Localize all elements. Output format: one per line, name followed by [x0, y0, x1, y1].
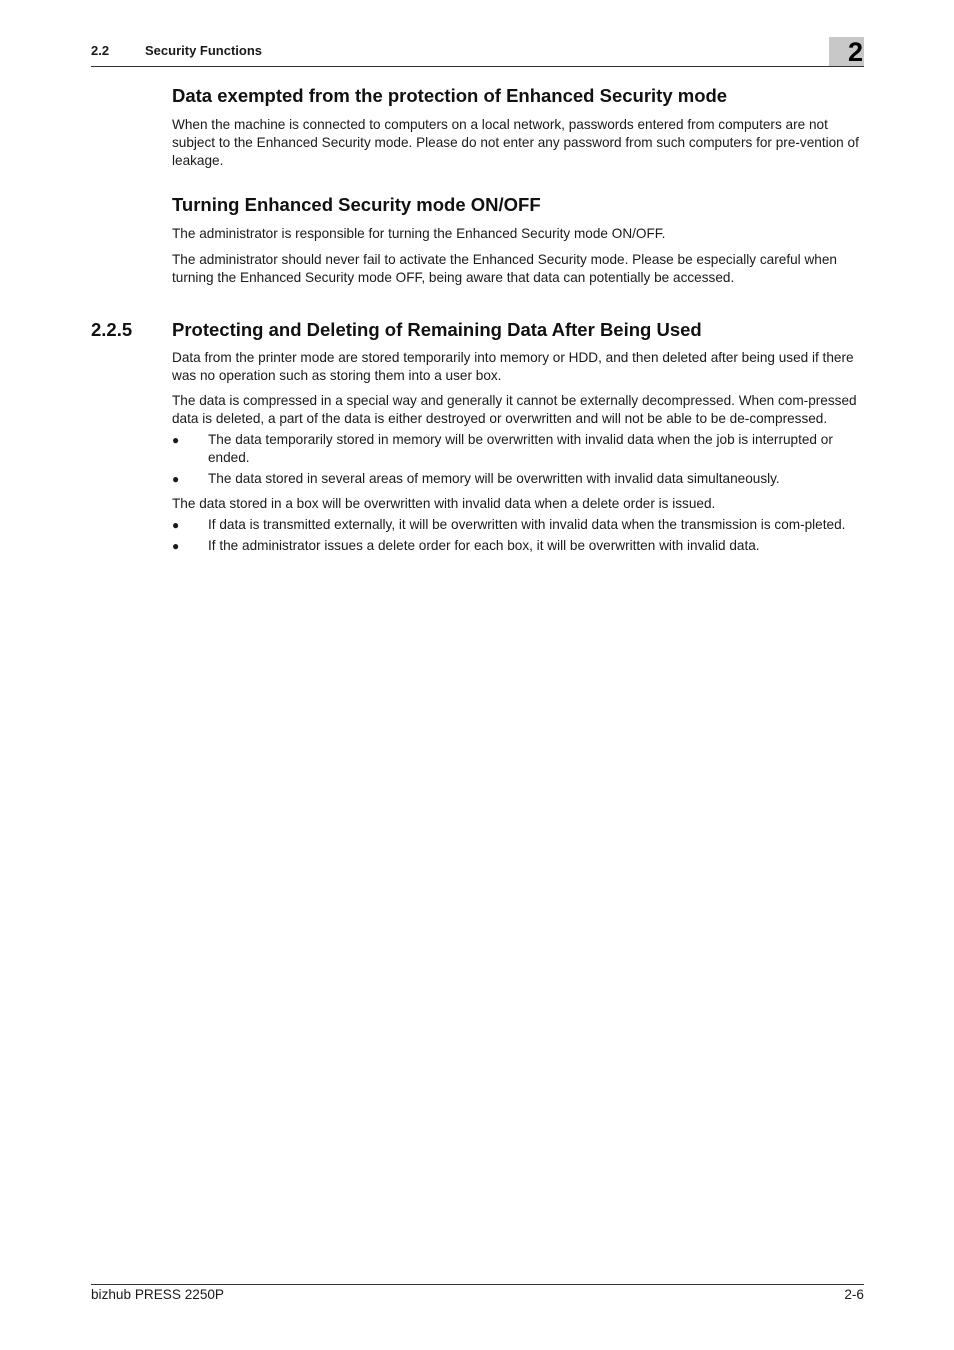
page-footer	[91, 1284, 864, 1305]
header-section-title: Security Functions	[145, 43, 263, 58]
section-title: Protecting and Deleting of Remaining Data After Being Used	[172, 319, 702, 340]
content-section-2-2-5	[172, 349, 864, 555]
list-item-text: The data stored in several areas of memory will be overwritten with invalid data simultaneously.	[208, 471, 780, 486]
list-item	[172, 537, 864, 555]
paragraph-compressed: The data is compressed in a special way and generally it cannot be externally decompressed. When com-pressed data is deleted, a part of the data is either destroyed or overwritten and will not be able to be de-compressed.	[172, 393, 857, 426]
list-item-text: The data temporarily stored in memory will be overwritten with invalid data when the job is interrupted or ended.	[208, 432, 833, 465]
page-header	[91, 40, 864, 67]
heading-turning-mode: Turning Enhanced Security mode ON/OFF	[172, 194, 541, 215]
paragraph-box-data: The data stored in a box will be overwritten with invalid data when a delete order is issued.	[172, 496, 716, 511]
chapter-number-badge: 2	[829, 37, 864, 66]
paragraph-exempted: When the machine is connected to computers on a local network, passwords entered from computers are not subject to the Enhanced Security mode. Please do not enter any password from such computers for pre-vention of leakage.	[172, 117, 859, 168]
bullet-list-memory	[172, 431, 864, 488]
list-item	[172, 431, 864, 467]
footer-model-name: bizhub PRESS 2250P	[91, 1287, 225, 1302]
bullet-list-box	[172, 516, 864, 555]
paragraph-admin-responsible: The administrator is responsible for turning the Enhanced Security mode ON/OFF.	[172, 226, 666, 241]
bullet-icon: ●	[172, 472, 180, 486]
heading-data-exempted: Data exempted from the protection of Enhanced Security mode	[172, 85, 728, 106]
list-item-text: If the administrator issues a delete order for each box, it will be overwritten with invalid data.	[208, 538, 760, 553]
section-number: 2.2.5	[91, 319, 133, 340]
bullet-icon: ●	[172, 539, 180, 553]
bullet-icon: ●	[172, 433, 180, 447]
content-upper	[172, 84, 864, 287]
header-section-number: 2.2	[91, 43, 110, 58]
list-item	[172, 470, 864, 488]
paragraph-printer-mode: Data from the printer mode are stored temporarily into memory or HDD, and then deleted after being used if there was no operation such as storing them into a user box.	[172, 350, 854, 383]
bullet-icon: ●	[172, 518, 180, 532]
list-item-text: If data is transmitted externally, it will be overwritten with invalid data when the transmission is com-pleted.	[208, 517, 846, 532]
footer-page-number: 2-6	[844, 1287, 864, 1302]
paragraph-admin-never-fail: The administrator should never fail to activate the Enhanced Security mode. Please be especially careful when turning the Enhanced Security mode OFF, being aware that data can potentially be accessed.	[172, 252, 837, 285]
list-item	[172, 516, 864, 534]
